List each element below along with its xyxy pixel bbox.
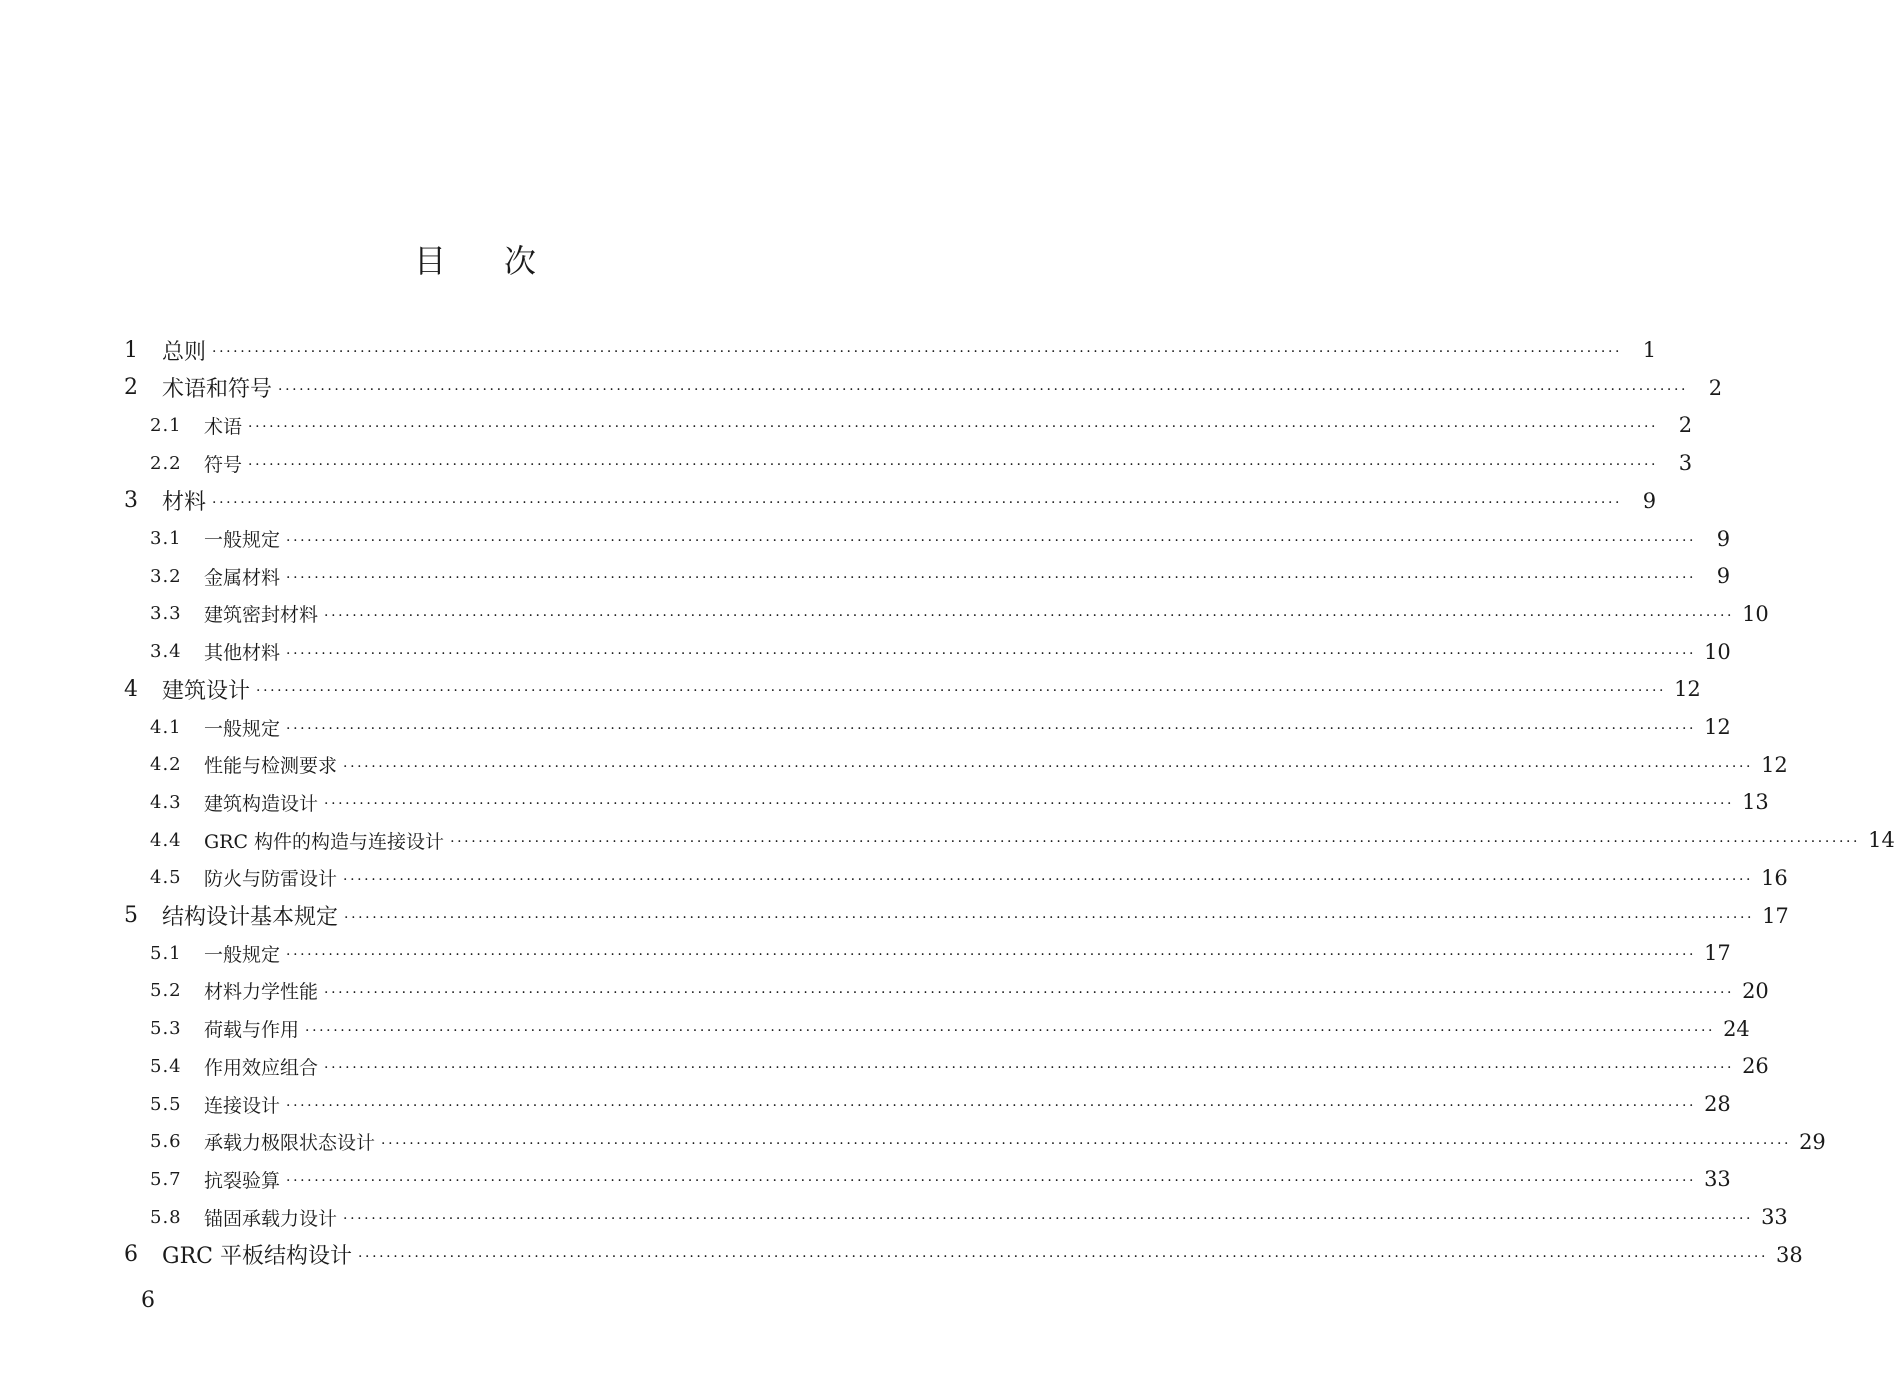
toc-entry[interactable] xyxy=(150,934,1731,972)
toc-entry-page: 26 xyxy=(1742,1054,1769,1079)
toc-entry-number: 3.4 xyxy=(150,641,182,663)
toc-leader-dots: ········································································································································································································ xyxy=(343,1211,1754,1228)
toc-leader-dots: ········································································································································································································ xyxy=(343,871,1754,888)
toc-entry-page: 10 xyxy=(1742,601,1769,626)
toc-entry[interactable] xyxy=(124,1236,1803,1274)
toc-leader-dots: ········································································································································································································ xyxy=(324,1060,1735,1077)
toc-entry-label: 锚固承载力设计 xyxy=(204,1207,338,1230)
toc-entry-page: 2 xyxy=(1678,413,1693,438)
toc-entry-number: 5.1 xyxy=(150,942,182,964)
toc-entry[interactable] xyxy=(150,1047,1769,1085)
toc-leader-dots: ········································································································································································································ xyxy=(381,1135,1792,1152)
toc-entry-number: 3.1 xyxy=(150,528,182,549)
toc-leader-dots: ········································································································································································································ xyxy=(324,796,1735,813)
toc-entry[interactable] xyxy=(150,1085,1731,1123)
toc-entry[interactable] xyxy=(150,406,1693,444)
toc-entry[interactable] xyxy=(124,369,1723,407)
toc-entry[interactable] xyxy=(150,783,1769,821)
toc-entry-page: 33 xyxy=(1761,1205,1788,1230)
toc-entry-number: 3 xyxy=(124,488,138,514)
toc-leader-dots: ········································································································································································································ xyxy=(286,721,1697,737)
toc-entry-label: 总则 xyxy=(162,339,207,365)
toc-entry[interactable] xyxy=(150,708,1731,746)
toc-entry-label: 一般规定 xyxy=(204,717,281,740)
toc-leader-dots: ········································································································································································································ xyxy=(305,1022,1716,1039)
toc-entry[interactable] xyxy=(124,482,1657,520)
toc-entry-label: 连接设计 xyxy=(204,1094,281,1117)
toc-title xyxy=(0,236,950,282)
toc-leader-dots: ········································································································································································································ xyxy=(248,457,1659,474)
toc-entry-page: 2 xyxy=(1708,375,1723,400)
toc-title-right: 次 xyxy=(504,242,537,280)
toc-entry-page: 9 xyxy=(1716,564,1731,589)
toc-entry-page: 3 xyxy=(1678,451,1693,476)
toc-entry-label: GRC 平板结构设计 xyxy=(162,1244,352,1270)
toc-entry[interactable] xyxy=(124,331,1657,369)
toc-leader-dots: ········································································································································································································ xyxy=(256,683,1667,700)
toc-leader-dots: ········································································································································································································ xyxy=(286,947,1697,964)
toc-entry-number: 2.2 xyxy=(150,452,182,474)
toc-entry-label: 材料力学性能 xyxy=(204,981,319,1004)
toc-entry-number: 3.2 xyxy=(150,565,182,587)
toc-entry-number: 5.3 xyxy=(150,1018,182,1040)
toc-entry-label: 荷载与作用 xyxy=(204,1019,300,1042)
toc-entry-number: 4 xyxy=(124,676,138,702)
toc-entry-label: 一般规定 xyxy=(204,943,281,966)
toc-entry-label: 符号 xyxy=(204,453,243,476)
toc-entry-label: 建筑构造设计 xyxy=(204,792,319,815)
toc-entry-number: 3.3 xyxy=(150,603,182,625)
toc-title-left: 目 xyxy=(413,242,446,280)
toc-entry-number: 4.5 xyxy=(150,867,182,889)
toc-entry-number: 6 xyxy=(124,1242,138,1268)
toc-entry[interactable] xyxy=(150,595,1769,633)
toc-leader-dots: ········································································································································································································ xyxy=(278,381,1689,398)
toc-leader-dots: ········································································································································································································ xyxy=(212,344,1623,360)
toc-entry-page: 17 xyxy=(1704,941,1731,966)
toc-leader-dots: ········································································································································································································ xyxy=(344,909,1755,926)
toc-entry-page: 24 xyxy=(1723,1016,1750,1041)
toc-entry-page: 29 xyxy=(1799,1129,1826,1154)
toc-entry-number: 4.4 xyxy=(150,829,182,851)
toc-entry-number: 5.4 xyxy=(150,1055,182,1077)
toc-entry-number: 2.1 xyxy=(150,414,182,436)
toc-entry-page: 20 xyxy=(1742,978,1769,1003)
toc-entry-page: 9 xyxy=(1716,526,1731,551)
toc-entry-page: 13 xyxy=(1742,790,1769,815)
toc-entry-label: 防火与防雷设计 xyxy=(204,868,338,891)
toc-entry-label: 术语和符号 xyxy=(162,377,273,403)
toc-entry-label: 作用效应组合 xyxy=(204,1056,319,1079)
toc-entry-page: 12 xyxy=(1761,752,1788,777)
toc-leader-dots: ········································································································································································································ xyxy=(450,834,1861,851)
toc-entry-label: 术语 xyxy=(204,415,243,438)
toc-entry-number: 2 xyxy=(124,375,138,401)
toc-entry-label: GRC 构件的构造与连接设计 xyxy=(204,830,445,853)
toc-leader-dots: ········································································································································································································ xyxy=(286,1173,1697,1190)
toc-entry[interactable] xyxy=(150,859,1788,897)
toc-entry-label: 抗裂验算 xyxy=(204,1169,281,1192)
toc-entry[interactable] xyxy=(150,520,1731,558)
toc-entry-number: 4.2 xyxy=(150,754,182,776)
toc-entry-page: 12 xyxy=(1674,677,1701,702)
toc-entry-page: 14 xyxy=(1868,828,1895,853)
toc-entry-number: 5.6 xyxy=(150,1131,182,1153)
toc-entry[interactable] xyxy=(150,1010,1750,1048)
toc-entry-number: 4.3 xyxy=(150,791,182,813)
toc-entry[interactable] xyxy=(150,1198,1788,1236)
toc-entry-page: 33 xyxy=(1704,1167,1731,1192)
toc-entry-page: 28 xyxy=(1704,1092,1731,1116)
toc-entry-label: 一般规定 xyxy=(204,529,281,551)
toc-entry-number: 5 xyxy=(124,903,138,928)
toc-entry-page: 1 xyxy=(1642,338,1657,362)
toc-entry-page: 9 xyxy=(1642,488,1657,513)
toc-entry[interactable] xyxy=(150,746,1788,784)
toc-entry-page: 10 xyxy=(1704,639,1731,664)
page-number: 6 xyxy=(141,1288,155,1313)
toc-entry[interactable] xyxy=(150,557,1731,595)
toc-entry-number: 5.2 xyxy=(150,980,182,1002)
toc-leader-dots: ········································································································································································································ xyxy=(286,532,1697,549)
toc-leader-dots: ········································································································································································································ xyxy=(248,419,1659,436)
toc-entry-label: 建筑密封材料 xyxy=(204,604,319,627)
toc-entry-number: 4.1 xyxy=(150,716,182,738)
toc-entry[interactable] xyxy=(150,821,1895,859)
toc-entry-number: 1 xyxy=(124,337,138,363)
toc-leader-dots: ········································································································································································································ xyxy=(286,645,1697,662)
toc-entry[interactable] xyxy=(150,1160,1731,1198)
toc-leader-dots: ········································································································································································································ xyxy=(324,984,1735,1001)
toc-leader-dots: ········································································································································································································ xyxy=(357,1248,1769,1265)
toc-leader-dots: ········································································································································································································ xyxy=(212,494,1623,511)
toc-entry[interactable] xyxy=(124,670,1701,708)
toc-entry[interactable] xyxy=(150,444,1693,482)
toc-entry-label: 性能与检测要求 xyxy=(204,755,338,778)
toc-entry-number: 5.8 xyxy=(150,1206,182,1228)
toc-entry-number: 5.7 xyxy=(150,1168,182,1190)
toc-entry[interactable] xyxy=(150,972,1769,1010)
toc-leader-dots: ········································································································································································································ xyxy=(324,607,1735,624)
toc-entry-page: 16 xyxy=(1761,865,1788,890)
toc-leader-dots: ········································································································································································································ xyxy=(286,570,1697,587)
toc-entry-number: 5.5 xyxy=(150,1093,182,1115)
toc-entry-page: 17 xyxy=(1762,903,1789,928)
toc-entry-label: 其他材料 xyxy=(204,642,281,665)
toc-leader-dots: ········································································································································································································ xyxy=(343,758,1754,775)
toc-entry-label: 结构设计基本规定 xyxy=(162,905,339,930)
toc-entry-label: 材料 xyxy=(162,490,207,516)
toc-entry[interactable] xyxy=(150,633,1731,671)
toc-entry-label: 承载力极限状态设计 xyxy=(204,1132,376,1155)
toc-entry-label: 金属材料 xyxy=(204,566,281,589)
toc-entry-page: 38 xyxy=(1776,1242,1803,1267)
toc-entry[interactable] xyxy=(124,897,1789,935)
toc-entry-label: 建筑设计 xyxy=(162,678,251,704)
toc-leader-dots: ········································································································································································································ xyxy=(286,1098,1697,1114)
toc-entry[interactable] xyxy=(150,1123,1826,1161)
toc-entry-page: 12 xyxy=(1704,715,1731,739)
